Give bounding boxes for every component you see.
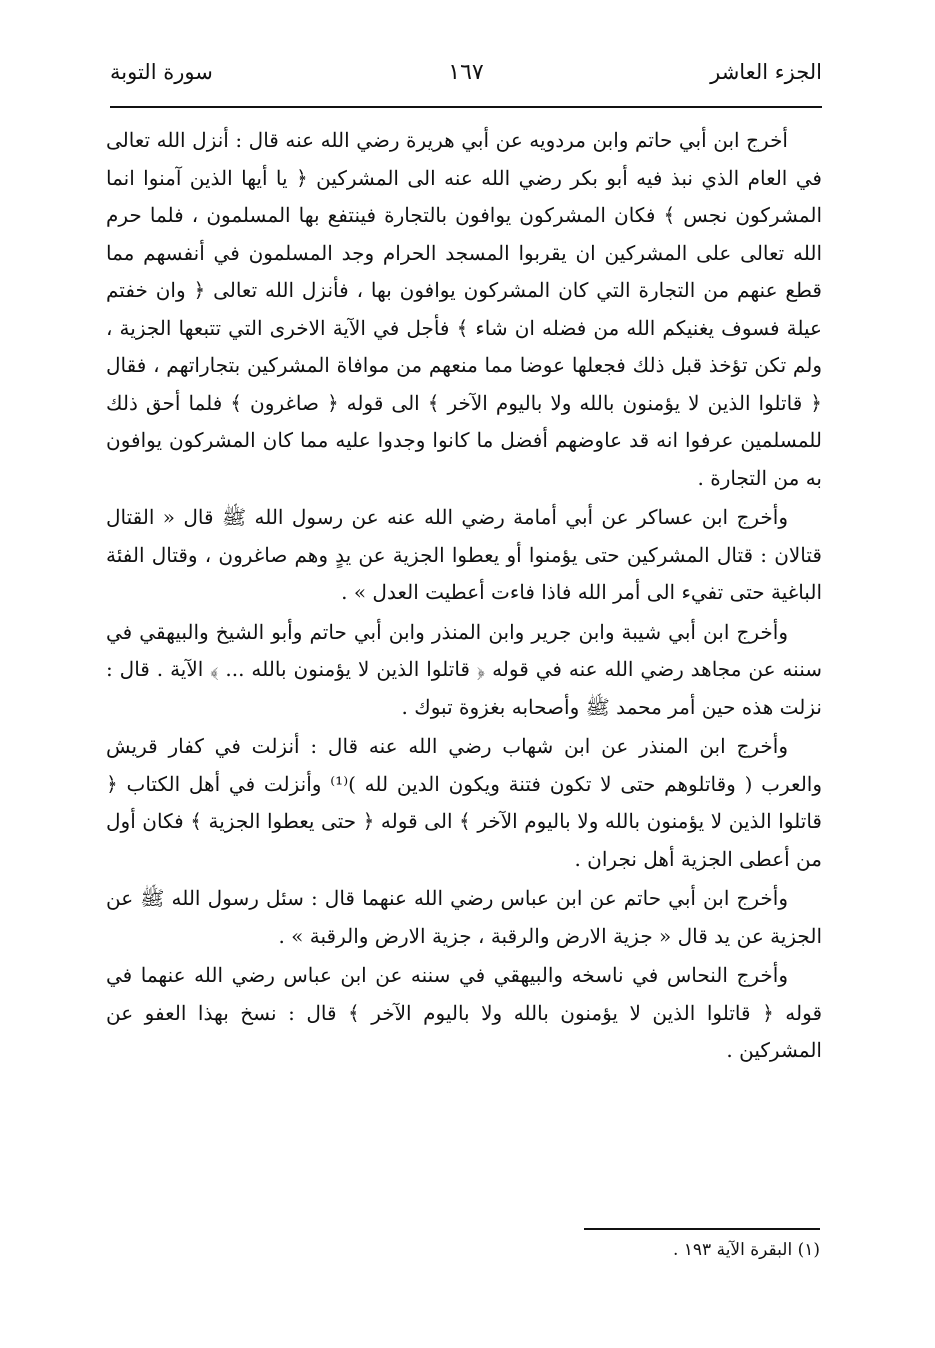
juz-label: الجزء العاشر <box>710 60 822 84</box>
paragraph-6: وأخرج النحاس في ناسخه والبيهقي في سننه عن ابن عباس رضي الله عنهما في قوله ﴿ قاتلوا الذين لا يؤمنون بالله ولا باليوم الآخر ﴾ قال : نسخ بهذا العفو عن المشركين . <box>106 963 822 1062</box>
paragraph-3: وأخرج ابن أبي شيبة وابن جرير وابن المنذر وابن أبي حاتم وأبو الشيخ والبيهقي في سننه عن مجاهد رضي الله عنه في قوله ﴿ قاتلوا الذين لا يؤمنون بالله ... ﴾ الآية . قال : نزلت هذه حين أمر محمد ﷺ وأصحابه بغزوة تبوك . <box>106 619 822 719</box>
paragraph-1: أخرج ابن أبي حاتم وابن مردويه عن أبي هريرة رضي الله عنه قال : أنزل الله تعالى في العام الذي نبذ فيه أبو بكر رضي الله عنه الى المشركين ﴿ يا أيها الذين آمنوا انما المشركون نجس ﴾ فكان المشركون يوافون بالتجارة فينتفع بها المسلمون ، فلما حرم الله تعالى على المشركين ان يقربوا المسجد الحرام وجد المسلمون في أنفسهم مما قطع عنهم من التجارة التي كان المشركون يوافون بها ، فأنزل الله تعالى ﴿ وان خفتم عيلة فسوف يغنيكم الله من فضله ان شاء ﴾ فأجل في الآية الاخرى التي تتبعها الجزية ، ولم تكن تؤخذ قبل ذلك فجعلها عوضا مما منعهم من موافاة المشركين بتجاراتهم ، فقال ﴿ قاتلوا الذين لا يؤمنون بالله ولا باليوم الآخر ﴾ الى قوله ﴿ صاغرون ﴾ فلما أحق ذلك للمسلمين عرفوا انه قد عاوضهم أفضل ما كانوا وجدوا عليه مما كان المشركون يوافون به من التجارة . <box>106 128 822 490</box>
footnote-divider <box>584 1228 820 1230</box>
main-text <box>106 122 822 1072</box>
surah-label: سورة التوبة <box>110 60 213 84</box>
paragraph-2: وأخرج ابن عساكر عن أبي أمامة رضي الله عنه عن رسول الله ﷺ قال « القتال قتالان : قتال المشركين حتى يؤمنوا أو يعطوا الجزية عن يدٍ وهم صاغرون ، وقتال الفئة الباغية حتى تفيء الى أمر الله فاذا فاءت أعطيت العدل » . <box>106 505 822 604</box>
header-divider <box>110 106 822 108</box>
paragraph-4: وأخرج ابن المنذر عن ابن شهاب رضي الله عنه قال : أنزلت في كفار قريش والعرب ( وقاتلوهم حتى لا تكون فتنة ويكون الدين لله )⁽¹⁾ وأنزلت في أهل الكتاب ﴿ قاتلوا الذين لا يؤمنون بالله ولا باليوم الآخر ﴾ الى قوله ﴿ حتى يعطوا الجزية ﴾ فكان أول من أعطى الجزية أهل نجران . <box>106 734 822 871</box>
paragraph-5: وأخرج ابن أبي حاتم عن ابن عباس رضي الله عنهما قال : سئل رسول الله ﷺ عن الجزية عن يد قال « جزية الارض والرقبة ، جزية الارض والرقبة » . <box>106 886 822 948</box>
footnote: (١) البقرة الآية ١٩٣ . <box>672 1240 820 1260</box>
page-number: ١٦٧ <box>448 60 484 85</box>
page-header <box>110 56 822 100</box>
